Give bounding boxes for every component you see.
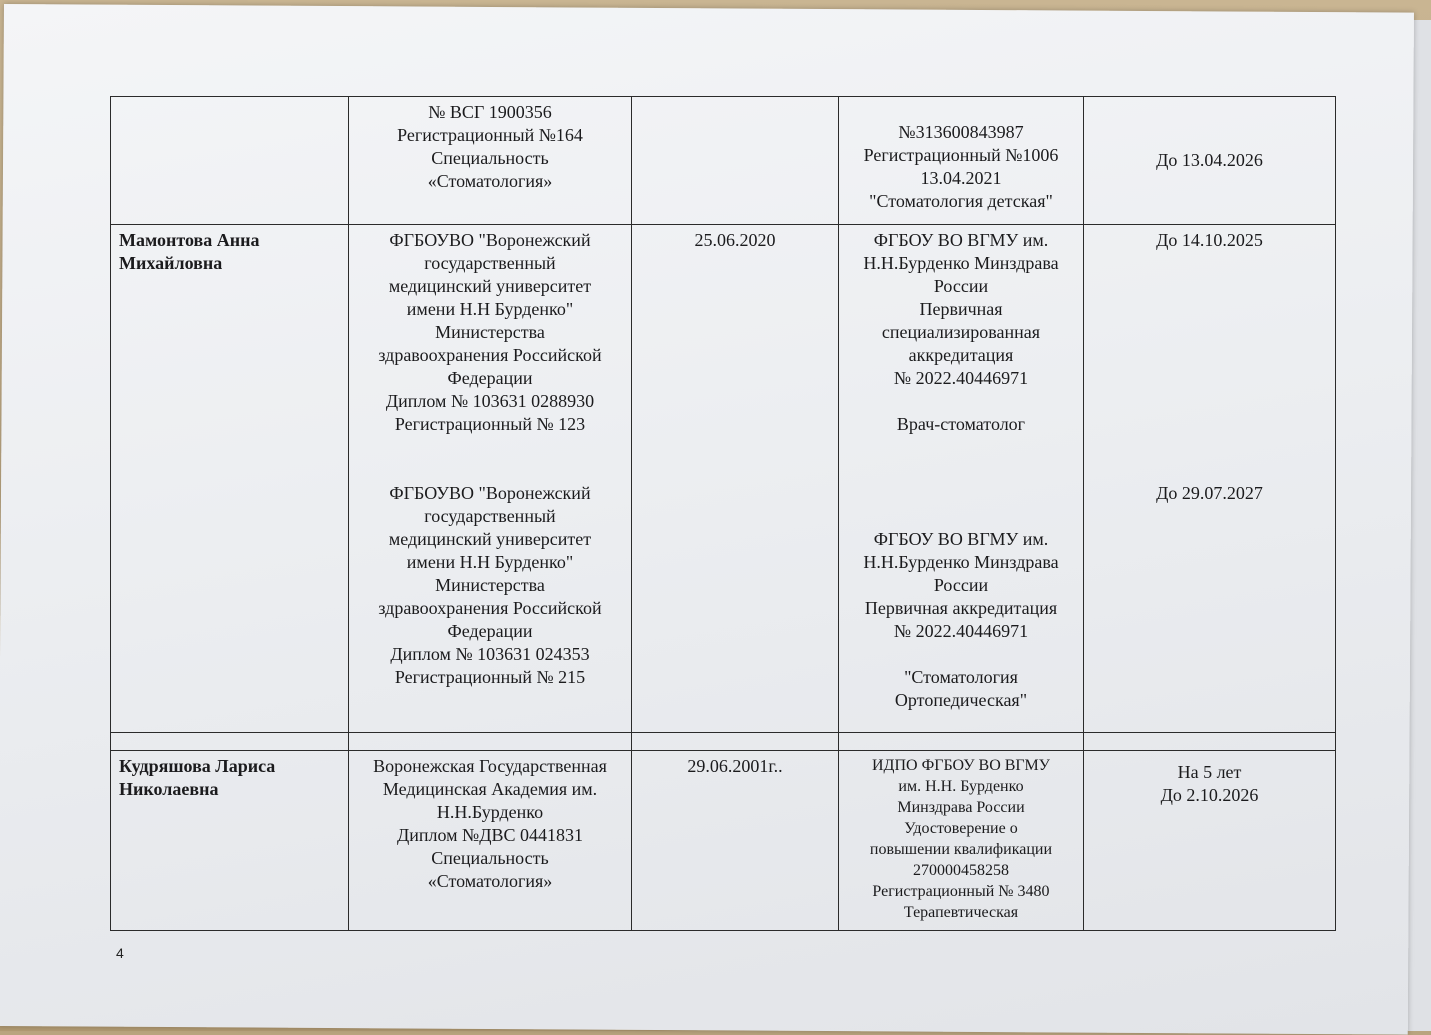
education-line: «Стоматология»: [427, 171, 553, 191]
education-line: «Стоматология»: [427, 871, 553, 891]
validity-line: До 29.07.2027: [1156, 483, 1263, 503]
education-line: имени Н.Н Бурденко": [406, 299, 574, 319]
certificate-line: №313600843987: [898, 122, 1024, 142]
graduation-date: 29.06.2001г..: [687, 756, 783, 776]
validity-cell: [1084, 225, 1336, 733]
certificate-line: "Стоматология: [904, 667, 1018, 687]
certificate-line: 270000458258: [913, 862, 1009, 879]
certificate-line: Н.Н.Бурденко Минздрава: [863, 552, 1059, 572]
certificate-line: Регистрационный №1006: [863, 145, 1059, 165]
employee-name-line: Мамонтова Анна: [119, 230, 260, 250]
education-line: Министерства: [435, 575, 545, 595]
certificate-line: Врач-стоматолог: [896, 414, 1026, 434]
education-line: здравоохранения Российской: [378, 598, 602, 618]
validity-line: До 2.10.2026: [1160, 785, 1259, 805]
spacer: [845, 436, 1077, 528]
table-row: [111, 97, 1336, 225]
education-line: Диплом №ДВС 0441831: [396, 825, 584, 845]
certificate-line: 13.04.2021: [920, 168, 1002, 188]
education-line: Регистрационный № 215: [394, 667, 586, 687]
education-cell: [349, 225, 632, 733]
employee-name-line: Кудряшова Лариса: [119, 756, 276, 776]
empty-cell: [839, 733, 1084, 751]
empty-cell: [349, 733, 632, 751]
education-line: Н.Н.Бурденко: [436, 802, 544, 822]
staff-qualifications-table: [110, 96, 1336, 931]
validity-cell: [1084, 97, 1336, 225]
education-line: Регистрационный №164: [397, 125, 583, 145]
empty-cell: [1084, 733, 1336, 751]
certificate-line: Первичная: [919, 299, 1003, 319]
employee-name-line: Николаевна: [119, 779, 219, 799]
education-line: медицинский университет: [388, 529, 592, 549]
certificate-line: Н.Н.Бурденко Минздрава: [863, 253, 1059, 273]
education-line: государственный: [424, 253, 556, 273]
certificate-line: России: [933, 276, 989, 296]
education-line: Министерства: [435, 322, 545, 342]
certificate-line: Первичная аккредитация: [864, 598, 1058, 618]
employee-name-cell: [111, 225, 349, 733]
education-line: ФГБОУВО "Воронежский: [389, 230, 591, 250]
graduation-date: 25.06.2020: [694, 230, 776, 250]
certificate-line: Регистрационный № 3480: [872, 883, 1050, 900]
certificate-line: им. Н.Н. Бурденко: [898, 778, 1024, 795]
education-line: Диплом № 103631 0288930: [385, 391, 595, 411]
certificate-line: Терапевтическая: [903, 904, 1019, 921]
education-line: № ВСГ 1900356: [428, 102, 552, 122]
certificate-line: ФГБОУ ВО ВГМУ им.: [873, 230, 1049, 250]
employee-name-cell: [111, 751, 349, 931]
certificate-line: России: [933, 575, 989, 595]
education-line: Регистрационный № 123: [394, 414, 586, 434]
certificate-line: Минздрава России: [897, 799, 1025, 816]
empty-cell: [111, 733, 349, 751]
education-cell: [349, 751, 632, 931]
education-line: Федерации: [447, 368, 533, 388]
certificate-cell: [839, 225, 1084, 733]
table-row: [111, 225, 1336, 733]
spacer: [1090, 252, 1329, 482]
education-line: ФГБОУВО "Воронежский: [389, 483, 591, 503]
education-line: имени Н.Н Бурденко": [406, 552, 574, 572]
certificate-line: Ортопедическая": [894, 690, 1028, 710]
validity-line: До 14.10.2025: [1156, 230, 1263, 250]
education-line: Специальность: [431, 848, 549, 868]
certificate-line: Удостоверение о: [904, 820, 1018, 837]
validity-cell: [1084, 751, 1336, 931]
education-line: Специальность: [431, 148, 549, 168]
certificate-line: ИДПО ФГБОУ ВО ВГМУ: [871, 757, 1051, 774]
validity-line: На 5 лет: [1177, 762, 1242, 782]
employee-name-cell: [111, 97, 349, 225]
certificate-line: № 2022.40446971: [893, 368, 1029, 388]
graduation-date-cell: [632, 751, 839, 931]
education-line: Воронежская Государственная: [373, 756, 607, 776]
certificate-cell: [839, 751, 1084, 931]
education-line: Диплом № 103631 024353: [390, 644, 590, 664]
page-number: 4: [116, 945, 124, 961]
education-line: медицинский университет: [388, 276, 592, 296]
validity-line: До 13.04.2026: [1156, 150, 1263, 170]
graduation-date-cell: [632, 225, 839, 733]
certificate-cell: [839, 97, 1084, 225]
education-line: государственный: [424, 506, 556, 526]
spacer: [845, 643, 1077, 666]
table-row: [111, 733, 1336, 751]
certificate-line: № 2022.40446971: [893, 621, 1029, 641]
graduation-date-cell: [632, 97, 839, 225]
certificate-line: аккредитация: [908, 345, 1014, 365]
table-row: [111, 751, 1336, 931]
spacer: [845, 390, 1077, 413]
education-line: Медицинская Академия им.: [382, 779, 598, 799]
education-line: здравоохранения Российской: [378, 345, 602, 365]
certificate-line: "Стоматология детская": [869, 191, 1053, 211]
spacer: [355, 436, 625, 482]
certificate-line: ФГБОУ ВО ВГМУ им.: [873, 529, 1049, 549]
certificate-line: специализированная: [881, 322, 1041, 342]
education-line: Федерации: [447, 621, 533, 641]
employee-name-line: Михайловна: [119, 253, 223, 273]
empty-cell: [632, 733, 839, 751]
certificate-line: повышении квалификации: [869, 841, 1053, 858]
education-cell: [349, 97, 632, 225]
